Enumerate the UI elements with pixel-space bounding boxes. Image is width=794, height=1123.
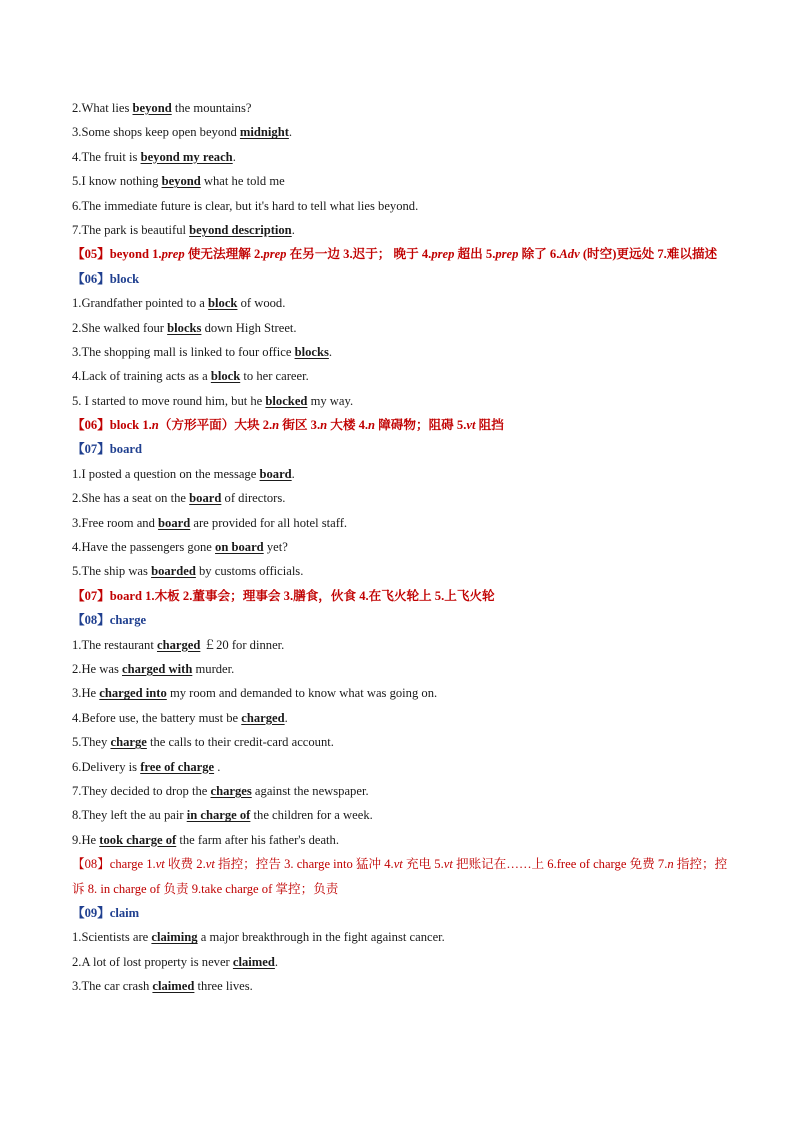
sentence-text: a major breakthrough in the fight against cancer. [197,930,445,945]
answer-key [72,584,732,608]
keyword: free of charge [140,759,215,774]
sentence-text: the calls to their credit-card account. [146,735,334,750]
example-sentence [72,364,732,388]
keyword: claimed [232,954,275,969]
keyword: beyond my reach [140,149,233,164]
keyword: blocked [265,393,308,408]
sentence-text: my way. [307,393,354,408]
answer-key [72,413,732,437]
keyword: charges [210,783,252,798]
sentence-text: to her career. [240,369,309,384]
example-sentence [72,145,732,169]
sentence-text: the children for a week. [250,808,373,823]
sentence-text: 4.The fruit is [72,149,141,164]
sentence-text: 3.Free room and [72,515,159,530]
sentence-text: of directors. [221,491,286,506]
answer-text: 大楼 4. [327,418,369,433]
answer-text: （方形平面）大块 2. [158,418,273,433]
example-sentence [72,974,732,998]
example-sentence [72,486,732,510]
sentence-text: . [232,149,236,164]
answer-text: 指控；控诉 8. in charge of 负责 9.take charge of 掌控；负责 [72,857,728,896]
answer-text: 指控；控告 3. charge into 猛冲 4. [214,857,394,872]
keyword: beyond [132,101,172,115]
sentence-text: 5. I started to move round him, but he [72,393,266,408]
example-sentence [72,657,732,681]
answer-text: 【06】block 1. [72,418,152,433]
example-sentence [72,706,732,730]
example-sentence [72,340,732,364]
example-sentence [72,730,732,754]
keyword: block [210,369,241,384]
keyword: block [208,296,238,311]
sentence-text: 4.Lack of training acts as a [72,369,211,384]
part-of-speech: n [320,418,328,433]
sentence-text: ￡20 for dinner. [200,637,285,652]
sentence-text: 5.I know nothing [72,174,162,189]
part-of-speech: vt [155,857,165,872]
keyword: charged [241,710,285,725]
sentence-text: . [328,344,333,359]
answer-text: 街区 3. [279,418,321,433]
example-sentence [72,316,732,340]
keyword: charged with [122,662,193,676]
answer-text: 在另一边 3.迟于； 晚于 4. [286,247,432,262]
keyword: boarded [151,564,196,579]
sentence-text: 3.The shopping mall is linked to four office [72,344,295,359]
answer-text: 把账记在……上 6.free of charge 免费 7. [452,857,668,872]
sentence-text: 2.She walked four [72,320,168,335]
keyword: claimed [152,979,195,994]
sentence-text: 5.They [72,735,111,750]
sentence-text: what he told me [200,174,285,189]
answer-text: 除了 6. [518,247,560,262]
keyword: in charge of [186,808,251,823]
keyword: blocks [167,320,202,335]
part-of-speech: prep [495,247,519,262]
sentence-text: 2.She has a seat on the [72,491,190,506]
sentence-text: the mountains? [171,101,252,115]
answer-key [72,852,732,901]
answer-text: 障碍物；阻碍 5. [375,418,467,433]
keyword: board [259,466,292,481]
sentence-text: 8.They left the au pair [72,808,187,823]
sentence-text: by customs officials. [195,564,304,579]
keyword: board [189,491,222,506]
sentence-text: 1.The restaurant [72,637,157,652]
part-of-speech: n [667,857,674,872]
sentence-text: 6.Delivery is [72,759,141,774]
answer-text: 使无法理解 2. [184,247,264,262]
example-sentence [72,828,732,852]
answer-text: 【05】beyond 1. [72,247,162,262]
word-header: 【07】board [72,442,142,457]
sentence-text: 3.Some shops keep open beyond [72,125,240,140]
example-sentence [72,462,732,486]
sentence-text: my room and demanded to know what was going on. [166,686,438,701]
sentence-text: 3.The car crash [72,979,153,994]
word-header: 【06】block [72,271,140,286]
sentence-text: 4.Have the passengers gone [72,540,216,555]
part-of-speech: vt [443,857,453,872]
sentence-text: . [291,466,295,481]
example-sentence [72,755,732,779]
answer-text: 充电 5. [402,857,444,872]
example-sentence [72,925,732,949]
answer-text: 阻挡 [475,418,504,433]
keyword: charged into [99,686,167,701]
sentence-text: murder. [192,662,235,676]
keyword: took charge of [99,832,177,847]
answer-text: 【07】board 1.木板 2.董事会；理事会 3.膳食，伙食 4.在飞火轮上 5.上飞火轮 [72,588,495,603]
sentence-text: 2.A lot of lost property is never [72,954,233,969]
sentence-text: against the newspaper. [251,783,369,798]
keyword: board [158,515,191,530]
example-sentence [72,779,732,803]
sentence-text: . [274,954,279,969]
example-sentence [72,96,732,120]
example-sentence [72,218,732,242]
part-of-speech: n [272,418,280,433]
example-sentence [72,950,732,974]
example-sentence [72,120,732,144]
sentence-text: . [288,125,293,140]
answer-text: (时空)更远处 7.难以描述 [579,247,718,262]
example-sentence [72,389,732,413]
answer-text: 【08】charge 1. [72,857,156,872]
sentence-text: 9.He [72,832,100,847]
sentence-text: 6.The immediate future is clear, but it's hard to tell what lies beyond. [72,198,419,213]
example-sentence [72,511,732,535]
sentence-text: down High Street. [201,320,297,335]
example-sentence [72,535,732,559]
part-of-speech: Adv [559,247,580,262]
part-of-speech: n [368,418,376,433]
keyword: beyond description [189,222,292,237]
example-sentence [72,633,732,657]
example-sentence [72,291,732,315]
keyword: beyond [161,174,201,189]
sentence-text: the farm after his father's death. [176,832,339,847]
keyword: midnight [239,125,289,140]
answer-key [72,242,732,266]
keyword: charge [110,735,147,750]
sentence-text: 7.They decided to drop the [72,783,211,798]
keyword: charged [156,637,201,652]
sentence-text: 5.The ship was [72,564,152,579]
word-header: 【08】charge [72,613,147,628]
example-sentence [72,559,732,583]
sentence-text: are provided for all hotel staff. [190,515,348,530]
keyword: claiming [151,930,198,945]
part-of-speech: prep [431,247,455,262]
sentence-text: 1.I posted a question on the message [72,466,260,481]
document-page [72,96,732,999]
answer-text: 超出 5. [454,247,496,262]
sentence-text: 4.Before use, the battery must be [72,710,242,725]
sentence-text: yet? [263,540,288,555]
sentence-text: . [284,710,288,725]
part-of-speech: n [151,418,159,433]
part-of-speech: vt [205,857,215,872]
sentence-text: . [291,222,295,237]
example-sentence [72,169,732,193]
sentence-text: 1.Scientists are [72,930,152,945]
answer-text: 收费 2. [164,857,206,872]
part-of-speech: prep [161,247,185,262]
sentence-text: of wood. [237,296,286,311]
example-sentence [72,803,732,827]
keyword: on board [215,540,264,555]
part-of-speech: prep [263,247,287,262]
part-of-speech: vt [466,418,476,433]
word-header: 【09】claim [72,905,140,920]
example-sentence [72,681,732,705]
sentence-text: . [214,759,221,774]
part-of-speech: vt [393,857,403,872]
sentence-text: 2.What lies [72,101,133,115]
sentence-text: 7.The park is beautiful [72,222,190,237]
sentence-text: 1.Grandfather pointed to a [72,296,209,311]
sentence-text: 2.He was [72,662,123,676]
sentence-text: 3.He [72,686,100,701]
example-sentence [72,194,732,218]
sentence-text: three lives. [194,979,253,994]
keyword: blocks [294,344,329,359]
